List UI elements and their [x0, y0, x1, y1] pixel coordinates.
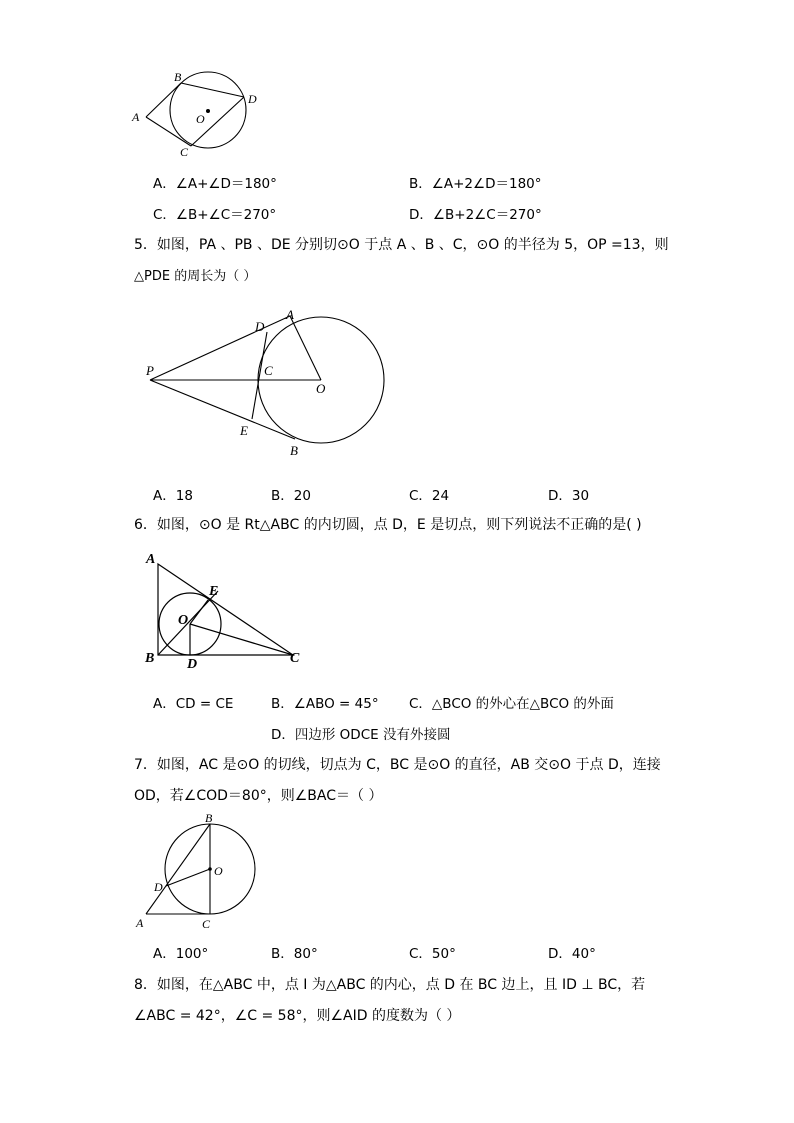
- q6-label-d: D: [187, 657, 198, 672]
- q7-option-d: D．40°: [548, 946, 596, 962]
- q5-option-a: A．18: [153, 488, 193, 504]
- q6-triangle: [158, 564, 293, 655]
- q6-label-e: E: [209, 584, 219, 599]
- q6-stem-line1: 6．如图，⊙O 是 Rt△ABC 的内切圆，点 D，E 是切点，则下列说法不正确的是( ): [134, 517, 642, 533]
- q7-option-c: C．50°: [409, 946, 456, 962]
- q6-option-c: C．△BCO 的外心在△BCO 的外面: [409, 696, 614, 712]
- q4-option-a: A．∠A+∠D＝180°: [153, 176, 277, 192]
- q7-diagram: [130, 808, 270, 933]
- q7-label-d: D: [154, 880, 163, 894]
- q4-figure: [128, 60, 268, 164]
- q5-segment-ao: [290, 316, 321, 380]
- q5-option-c: C．24: [409, 488, 450, 504]
- q6-label-o: O: [178, 613, 189, 628]
- q6-option-a: A．CD = CE: [153, 696, 234, 712]
- q7-stem-line2: OD，若∠COD＝80°，则∠BAC＝（ ）: [134, 788, 383, 804]
- q7-figure: [130, 808, 270, 937]
- q5-option-b: B．20: [271, 488, 311, 504]
- q6-label-a: A: [146, 552, 156, 567]
- q5-label-e: E: [240, 423, 248, 438]
- q4-center-dot: [206, 109, 210, 113]
- q5-stem-line2: △PDE 的周长为（ ）: [134, 269, 257, 284]
- q4-segment-ab: [146, 83, 181, 117]
- q5-label-a: A: [286, 307, 294, 322]
- q6-option-b: B．∠ABO = 45°: [271, 696, 379, 712]
- q7-option-b: B．80°: [271, 946, 318, 962]
- q7-label-a: A: [136, 916, 144, 930]
- q4-label-a: A: [132, 110, 140, 124]
- q7-center-dot: [208, 867, 212, 871]
- q4-label-c: C: [180, 145, 189, 159]
- q7-label-c: C: [202, 917, 211, 931]
- q4-option-d: D．∠B+2∠C＝270°: [409, 207, 542, 223]
- q5-diagram: [140, 305, 400, 460]
- q4-segment-bd: [181, 83, 244, 97]
- q6-option-d: D．四边形 ODCE 没有外接圆: [271, 727, 451, 743]
- q5-option-d: D．30: [548, 488, 590, 504]
- q5-figure: [140, 305, 400, 464]
- q4-option-c: C．∠B+∠C＝270°: [153, 207, 277, 223]
- q5-stem-line1: 5．如图，PA 、PB 、DE 分别切⊙O 于点 A 、B 、C，⊙O 的半径为 5，OP =13，则: [134, 237, 669, 253]
- q7-option-a: A．100°: [153, 946, 209, 962]
- q4-segment-ac: [146, 117, 191, 146]
- q7-label-o: O: [214, 864, 223, 878]
- q7-label-b: B: [205, 811, 213, 825]
- q7-stem-line1: 7．如图，AC 是⊙O 的切线，切点为 C，BC 是⊙O 的直径，AB 交⊙O 于点 D，连接: [134, 757, 661, 773]
- q4-label-o: O: [196, 112, 205, 126]
- q5-label-p: P: [146, 363, 154, 378]
- q8-stem-line1: 8．如图，在△ABC 中，点 I 为△ABC 的内心，点 D 在 BC 边上，且 ID ⊥ BC，若: [134, 977, 646, 993]
- q4-label-d: D: [248, 92, 257, 106]
- q6-figure: [140, 548, 315, 677]
- q6-diagram: [140, 548, 315, 673]
- q5-label-c: C: [264, 363, 273, 378]
- q5-tangent-pb: [150, 380, 295, 439]
- q8-stem-line2: ∠ABC = 42°，∠C = 58°，则∠AID 的度数为（ ）: [134, 1008, 461, 1024]
- q4-label-b: B: [174, 70, 182, 84]
- q6-label-b: B: [145, 651, 155, 666]
- q4-diagram: [128, 60, 268, 160]
- q5-label-b: B: [290, 443, 298, 458]
- q4-option-b: B．∠A+2∠D＝180°: [409, 176, 542, 192]
- q5-label-o: O: [316, 381, 326, 396]
- q6-label-c: C: [290, 651, 300, 666]
- q5-label-d: D: [255, 319, 265, 334]
- q6-segment-oe: [190, 600, 208, 624]
